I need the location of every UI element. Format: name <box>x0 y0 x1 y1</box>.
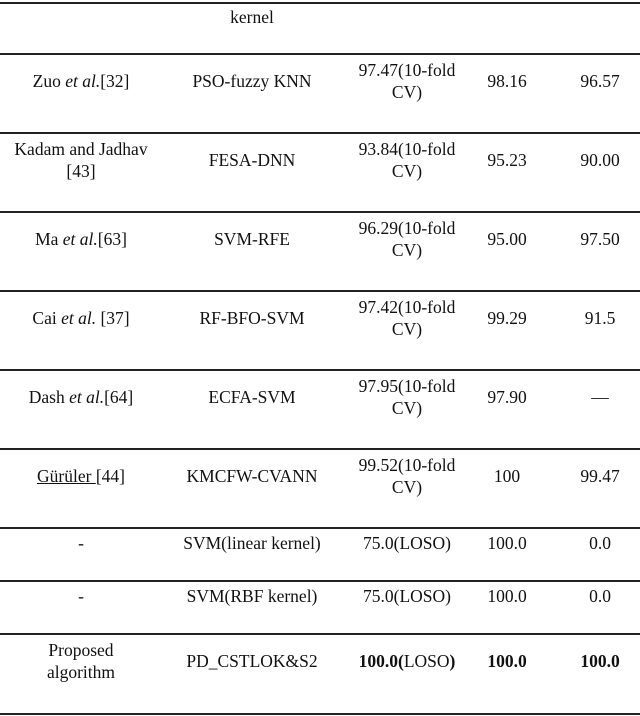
table-rule <box>0 713 640 715</box>
specificity-cell: 0.0 <box>589 533 611 553</box>
sensitivity-cell <box>487 650 526 672</box>
table-row <box>0 134 640 212</box>
method-cell: RF-BFO-SVM <box>199 308 305 328</box>
specificity-cell: 91.5 <box>584 308 616 328</box>
author-cell <box>35 228 127 250</box>
method-cell: KMCFW-CVANN <box>186 466 318 486</box>
table-row <box>0 213 640 291</box>
method-cell: SVM(linear kernel) <box>183 533 321 553</box>
method-cell: SVM(RBF kernel) <box>186 586 318 606</box>
accuracy-cell: 93.84(10-fold CV) <box>358 139 456 181</box>
author-ref: [63] <box>97 229 127 249</box>
table-row <box>0 529 640 581</box>
author-ref: [64] <box>104 387 134 407</box>
author-name: Dash <box>28 387 70 407</box>
author-etal: et al. <box>65 71 101 91</box>
author-name: - <box>78 533 84 553</box>
table-row <box>0 292 640 370</box>
accuracy-paren: ( <box>398 651 404 671</box>
specificity-cell <box>580 650 619 672</box>
method-cell: SVM-RFE <box>214 229 290 249</box>
accuracy-value: 100.0 <box>358 651 399 671</box>
table-row-proposed <box>0 635 640 713</box>
author-name: Ma <box>35 229 63 249</box>
author-etal: et al. <box>69 387 105 407</box>
sensitivity-cell: 95.23 <box>487 150 527 170</box>
author-name: Zuo <box>32 71 66 91</box>
author-cell <box>2 138 160 182</box>
author-cell <box>32 307 129 329</box>
method-cell: PD_CSTLOK&S2 <box>186 651 318 671</box>
author-cell <box>78 585 84 607</box>
author-cell <box>29 386 134 408</box>
author-cell <box>37 465 125 487</box>
sensitivity-cell: 98.16 <box>487 71 527 91</box>
table-row <box>0 450 640 528</box>
author-cell: Proposed algorithm <box>46 640 116 682</box>
specificity-cell: 0.0 <box>589 586 611 606</box>
author-ref: [32] <box>100 71 130 91</box>
accuracy-cell <box>359 650 456 672</box>
author-ref: [44] <box>95 466 125 486</box>
author-name: Kadam and Jadhav [43] <box>14 139 148 181</box>
sensitivity-value: 100.0 <box>487 651 527 671</box>
method-cell: ECFA-SVM <box>208 387 296 407</box>
author-name: Gürüler <box>37 466 96 486</box>
accuracy-cell: 97.42(10-fold CV) <box>358 297 456 339</box>
sensitivity-cell: 95.00 <box>487 229 527 249</box>
sensitivity-cell: 97.90 <box>487 387 527 407</box>
method-cell: kernel <box>230 7 274 27</box>
author-etal: et al. <box>61 308 97 328</box>
accuracy-cell: 97.95(10-fold CV) <box>358 376 456 418</box>
sensitivity-cell: 100.0 <box>487 533 527 553</box>
specificity-cell: 96.57 <box>580 71 620 91</box>
table-row <box>0 582 640 634</box>
sensitivity-cell: 99.29 <box>487 308 527 328</box>
accuracy-paren-close: ) <box>449 651 456 671</box>
accuracy-cell: 75.0(LOSO) <box>363 533 451 553</box>
author-name: Cai <box>32 308 62 328</box>
sensitivity-cell: 100.0 <box>487 586 527 606</box>
accuracy-cell: 97.47(10-fold CV) <box>358 60 456 102</box>
author-cell <box>78 532 84 554</box>
accuracy-cell: 75.0(LOSO) <box>363 586 451 606</box>
author-cell <box>33 70 130 92</box>
specificity-cell: 99.47 <box>580 466 620 486</box>
specificity-value: 100.0 <box>580 651 620 671</box>
method-cell: FESA-DNN <box>208 150 296 170</box>
author-ref: [37] <box>96 308 130 328</box>
method-cell: PSO-fuzzy KNN <box>192 71 312 91</box>
author-name: - <box>78 586 84 606</box>
table-row-fragment <box>0 4 640 54</box>
specificity-cell: 90.00 <box>580 150 620 170</box>
sensitivity-cell: 100 <box>493 466 521 486</box>
accuracy-method: LOSO <box>403 651 450 671</box>
author-etal: et al. <box>62 229 98 249</box>
specificity-cell: — <box>591 387 609 407</box>
table-row <box>0 55 640 133</box>
specificity-cell: 97.50 <box>580 229 620 249</box>
accuracy-cell: 96.29(10-fold CV) <box>358 218 456 260</box>
accuracy-cell: 99.52(10-fold CV) <box>358 455 456 497</box>
table-row <box>0 371 640 449</box>
